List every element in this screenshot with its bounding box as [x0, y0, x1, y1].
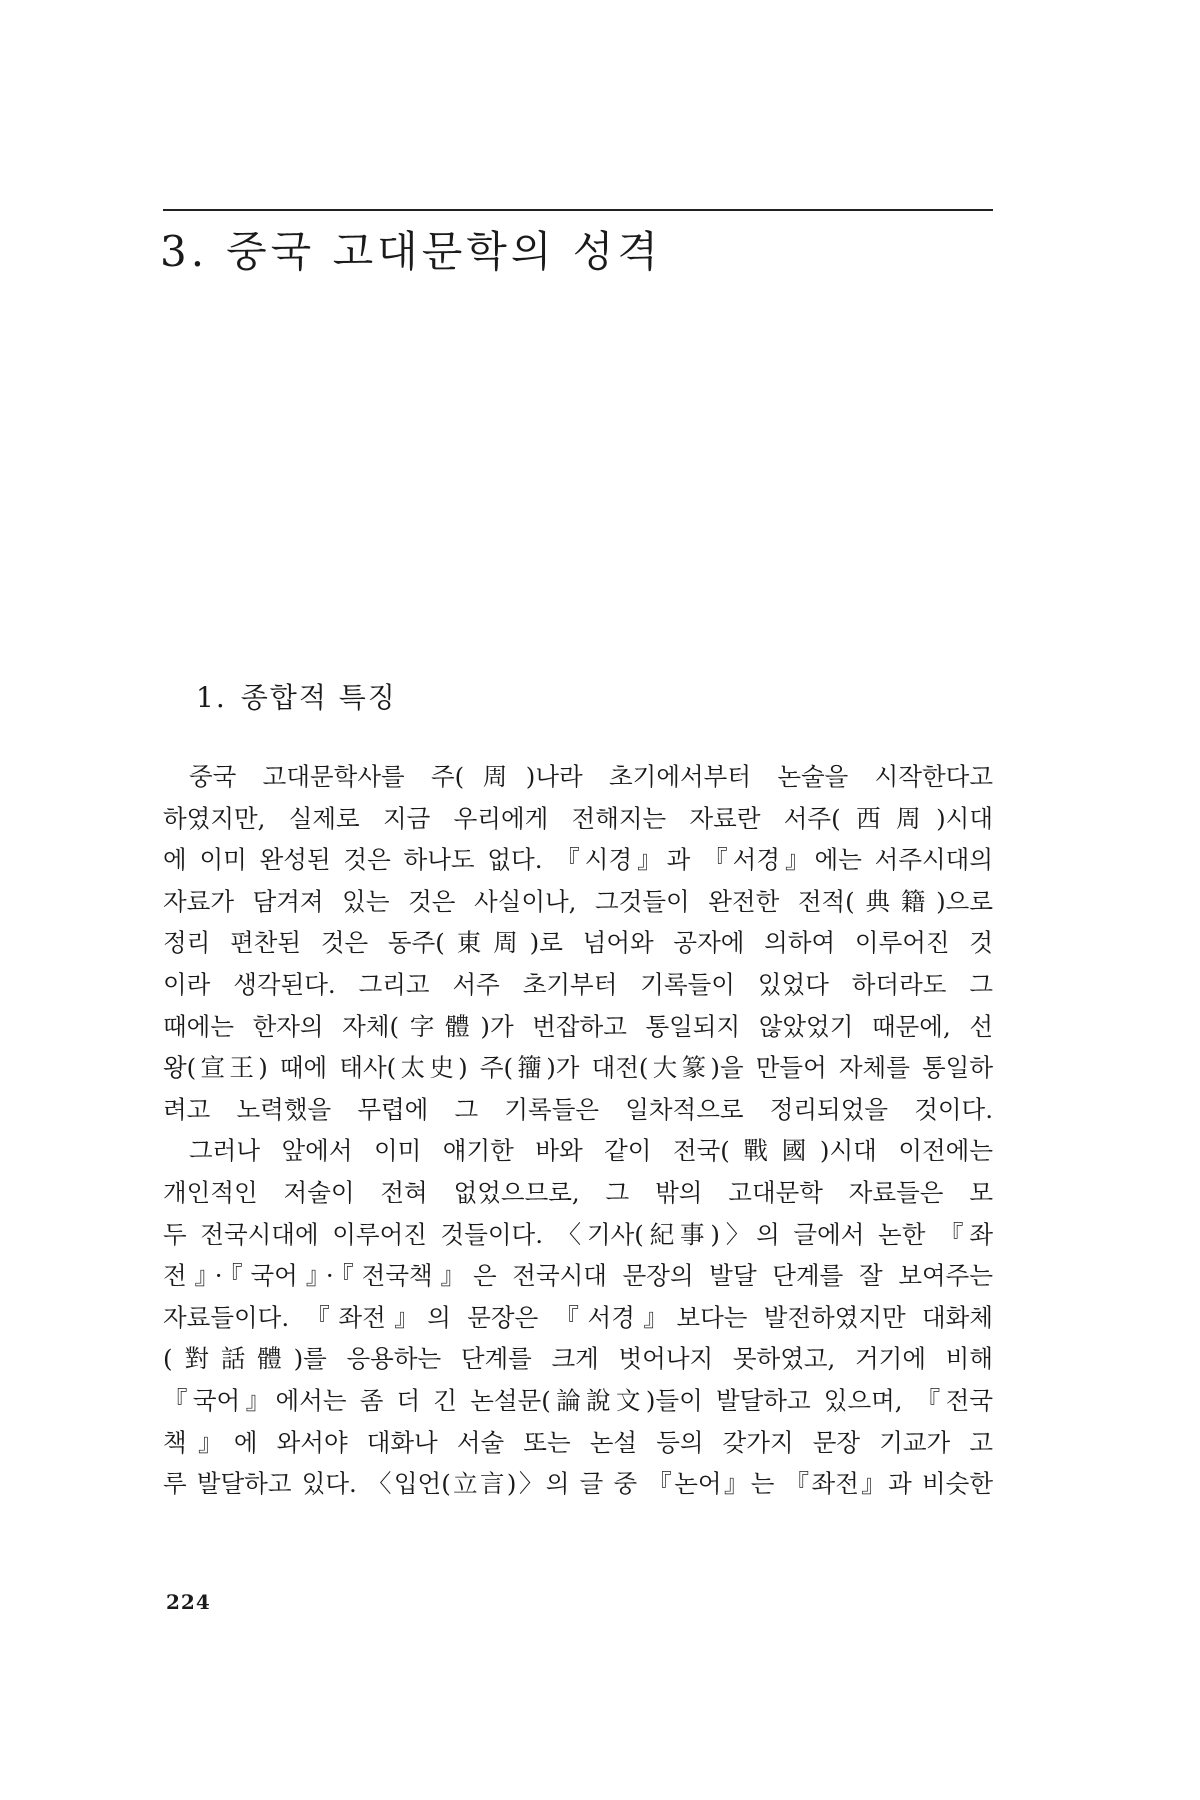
page-number: 224	[166, 1590, 211, 1614]
body-line: 두 전국시대에 이루어진 것들이다. 〈기사(紀事)〉의 글에서 논한 『좌	[163, 1219, 993, 1249]
body-line: 하였지만, 실제로 지금 우리에게 전해지는 자료란 서주(西周)시대	[163, 803, 993, 833]
body-line: 이라 생각된다. 그리고 서주 초기부터 기록들이 있었다 하더라도 그	[163, 969, 993, 999]
body-line: 루 발달하고 있다. 〈입언(立言)〉의 글 중 『논어』는 『좌전』과 비슷한	[163, 1469, 993, 1499]
body-line: (對話體)를 응용하는 단계를 크게 벗어나지 못하였고, 거기에 비해	[163, 1344, 993, 1374]
body-line: 왕(宣王) 때에 태사(太史) 주(籒)가 대전(大篆)을 만들어 자체를 통일하	[163, 1053, 993, 1083]
body-line: 중국 고대문학사를 주(周)나라 초기에서부터 논술을 시작한다고	[189, 762, 993, 791]
body-line: 에 이미 완성된 것은 하나도 없다. 『시경』과 『서경』에는 서주시대의	[163, 845, 993, 875]
chapter-title	[160, 222, 662, 282]
chapter-top-rule	[163, 209, 993, 211]
body-line: 책』에 와서야 대화나 서술 또는 논설 등의 갖가지 문장 기교가 고	[163, 1427, 993, 1457]
chapter-number: 3.	[160, 227, 209, 276]
body-text	[163, 756, 993, 1505]
chapter-title-text: 중국 고대문학의 성격	[226, 227, 662, 276]
section-number: 1.	[196, 681, 227, 714]
section-heading	[196, 678, 397, 718]
body-line: 전』·『국어』·『전국책』은 전국시대 문장의 발달 단계를 잘 보여주는	[163, 1261, 993, 1291]
section-title-text: 종합적 특징	[240, 681, 397, 714]
body-line: 개인적인 저술이 전혀 없었으므로, 그 밖의 고대문학 자료들은 모	[163, 1177, 993, 1207]
body-line: 자료들이다. 『좌전』의 문장은 『서경』보다는 발전하였지만 대화체	[163, 1302, 993, 1332]
body-line: 그러나 앞에서 이미 얘기한 바와 같이 전국(戰國)시대 이전에는	[189, 1136, 993, 1166]
body-line: 때에는 한자의 자체(字體)가 번잡하고 통일되지 않았었기 때문에, 선	[163, 1011, 993, 1041]
body-line: 려고 노력했을 무렵에 그 기록들은 일차적으로 정리되었을 것이다.	[163, 1094, 993, 1124]
body-line: 자료가 담겨져 있는 것은 사실이나, 그것들이 완전한 전적(典籍)으로	[163, 886, 993, 916]
body-line: 정리 편찬된 것은 동주(東周)로 넘어와 공자에 의하여 이루어진 것	[163, 928, 993, 958]
body-line: 『국어』에서는 좀 더 긴 논설문(論說文)들이 발달하고 있으며, 『전국	[163, 1385, 993, 1415]
